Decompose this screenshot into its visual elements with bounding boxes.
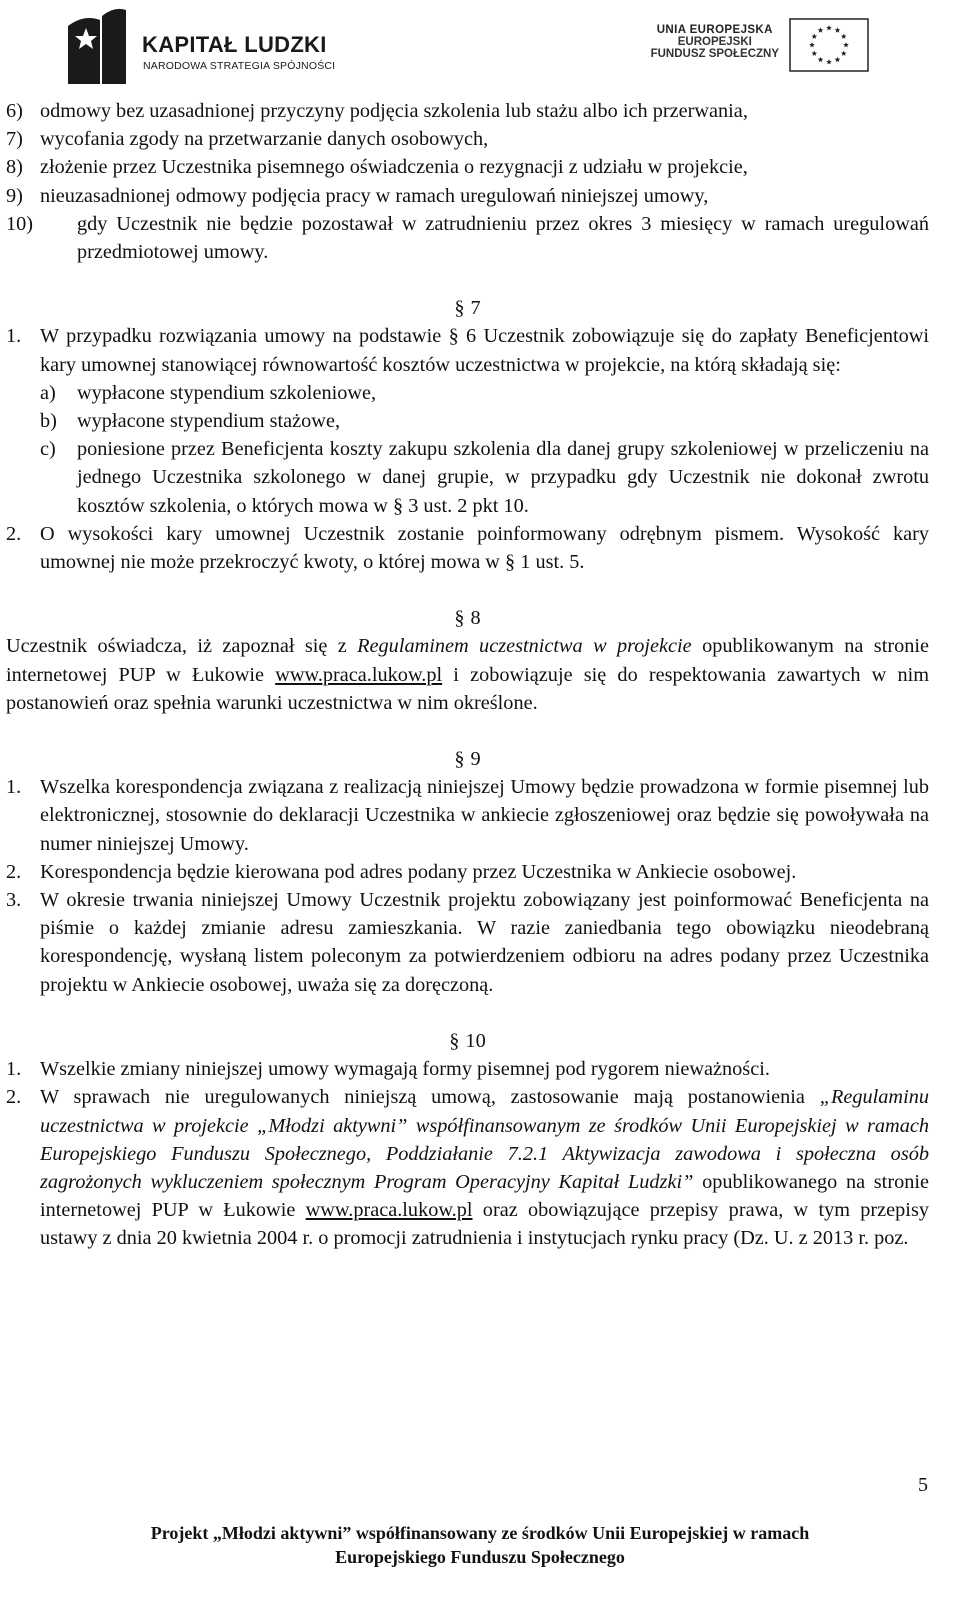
- list-item: 1. Wszelkie zmiany niniejszej umowy wymagają formy pisemnej pod rygorem nieważności.: [6, 1058, 770, 1081]
- eu-logo-text: [651, 24, 779, 60]
- eu-logo: [647, 18, 869, 74]
- brand-subtitle: NARODOWA STRATEGIA SPÓJNOŚCI: [143, 60, 336, 72]
- eu-flag-icon: [789, 18, 869, 72]
- list-item: 2. W sprawach nie uregulowanych niniejszą umową, zastosowanie mają postanowienia „Regulaminu uczestnictwa w projekcie „Młodzi aktywni” współfinansowanym ze środków Unii Europejskiej w ramach Europejskiego Funduszu Społecznego, Poddziałanie 7.2.1 Aktywizacja zawodowa i społeczna osób zagrożonych wykluczeniem społecznym Program Operacyjny Kapitał Ludzki” opublikowanego na stronie internetowej PUP w Łukowie www.praca.lukow.pl oraz obowiązujące przepisy prawa, w tym przepisy ustawy z dnia 20 kwietnia 2004 r. o promocji zatrudnienia i instytucjach rynku pracy (Dz. U. z 2013 r. poz.: [6, 1086, 929, 1250]
- eu-line1: UNIA EUROPEJSKA: [656, 24, 773, 36]
- section-heading-10: § 10: [449, 1029, 486, 1052]
- section-7-item-2: 2. O wysokości kary umownej Uczestnik zostanie poinformowany odrębnym pismem. Wysokość kary umownej nie może przekroczyć kwoty, o której mowa w § 1 ust. 5.: [6, 522, 929, 574]
- list-item: 3. W okresie trwania niniejszej Umowy Uczestnik projektu zobowiązany jest poinformować Beneficjenta na piśmie o każdej zmianie adresu zamieszkania. W razie zaniedbania tego obowiązku nieodebraną korespondencję, wysłaną listem poleconym za potwierdzeniem odbioru na adres podany przez Uczestnika projektu w Ankiecie osobowej, uważa się za doręczoną.: [6, 889, 929, 996]
- page-footer: [0, 1521, 960, 1569]
- list-item: a) wypłacone stypendium szkoleniowe,: [40, 381, 377, 404]
- kapital-ludzki-mark-icon: [66, 4, 128, 86]
- paragraph-sign-icon: §: [454, 297, 465, 320]
- paragraph-sign-icon: §: [505, 551, 516, 574]
- document-body: [6, 97, 929, 1253]
- page-header: [0, 0, 960, 90]
- paragraph-sign-icon: §: [393, 494, 404, 517]
- eu-line2: EUROPEJSKI: [677, 36, 752, 48]
- list-item: 7) wycofania zgody na przetwarzanie danych osobowych,: [6, 128, 489, 151]
- list-item: b) wypłacone stypendium stażowe,: [40, 410, 341, 433]
- list-item: 1. Wszelka korespondencja związana z realizacją niniejszej Umowy będzie prowadzona w formie pisemnej lub elektronicznej, stosownie do deklaracji Uczestnika w ankiecie zgłoszeniowej oraz będzie się powoływała na numer niniejszej Umowy.: [6, 776, 929, 855]
- section-heading-7: § 7: [454, 297, 481, 320]
- list-item: 6) odmowy bez uzasadnionej przyczyny podjęcia szkolenia lub stażu albo ich przerwania,: [6, 100, 748, 122]
- list-item: 8) złożenie przez Uczestnika pisemnego oświadczenia o rezygnacji z udziału w projekcie,: [6, 156, 748, 179]
- paragraph-sign-icon: §: [454, 607, 465, 630]
- list-item: 9) nieuzasadnionej odmowy podjęcia pracy w ramach uregulowań niniejszej umowy,: [6, 184, 709, 207]
- paragraph-sign-icon: §: [448, 325, 459, 348]
- eu-line3: FUNDUSZ SPOŁECZNY: [650, 48, 779, 60]
- paragraph-sign-icon: §: [449, 1029, 460, 1052]
- list-item: 10) gdy Uczestnik nie będzie pozostawał w zatrudnieniu przez okres 3 miesięcy w ramach uregulowań przedmiotowej umowy.: [6, 212, 929, 264]
- list-continued: [6, 97, 929, 266]
- footer-line-2: Europejskiego Funduszu Społecznego: [335, 1547, 625, 1567]
- page-number: 5: [918, 1474, 928, 1496]
- section-heading-8: § 8: [454, 607, 481, 630]
- paragraph-sign-icon: §: [454, 748, 465, 771]
- section-heading-9: § 9: [454, 748, 481, 771]
- kapital-ludzki-logo: [66, 4, 366, 86]
- section-7-item-1: 1. W przypadku rozwiązania umowy na podstawie § 6 Uczestnik zobowiązuje się do zapłaty Beneficjentowi kary umownej stanowiącej równowartość kosztów uczestnictwa w projekcie, na którą składają się:: [6, 325, 930, 376]
- section-8-text: Uczestnik oświadcza, iż zapoznał się z Regulaminem uczestnictwa w projekcie opublikowanym na stronie internetowej PUP w Łukowie www.praca.lukow.pl i zobowiązuje się do respektowania zawartych w nim postanowień oraz spełnia warunki uczestnictwa w nim określone.: [6, 635, 930, 714]
- brand-title: KAPITAŁ LUDZKI: [142, 32, 327, 57]
- pup-website-link[interactable]: www.praca.lukow.pl: [275, 663, 443, 686]
- list-item: c) poniesione przez Beneficjenta koszty zakupu szkolenia dla danej grupy szkoleniowej w przeliczeniu na jednego Uczestnika szkolonego w danej grupie, w przypadku gdy Uczestnik nie dokonał zwrotu kosztów szkolenia, o których mowa w § 3 ust. 2 pkt 10.: [40, 438, 929, 517]
- footer-line-1: Projekt „Młodzi aktywni” współfinansowany ze środków Unii Europejskiej w ramach: [150, 1523, 810, 1543]
- list-item: 2. Korespondencja będzie kierowana pod adres podany przez Uczestnika w Ankiecie osobowej.: [6, 860, 797, 883]
- pup-website-link[interactable]: www.praca.lukow.pl: [305, 1199, 473, 1222]
